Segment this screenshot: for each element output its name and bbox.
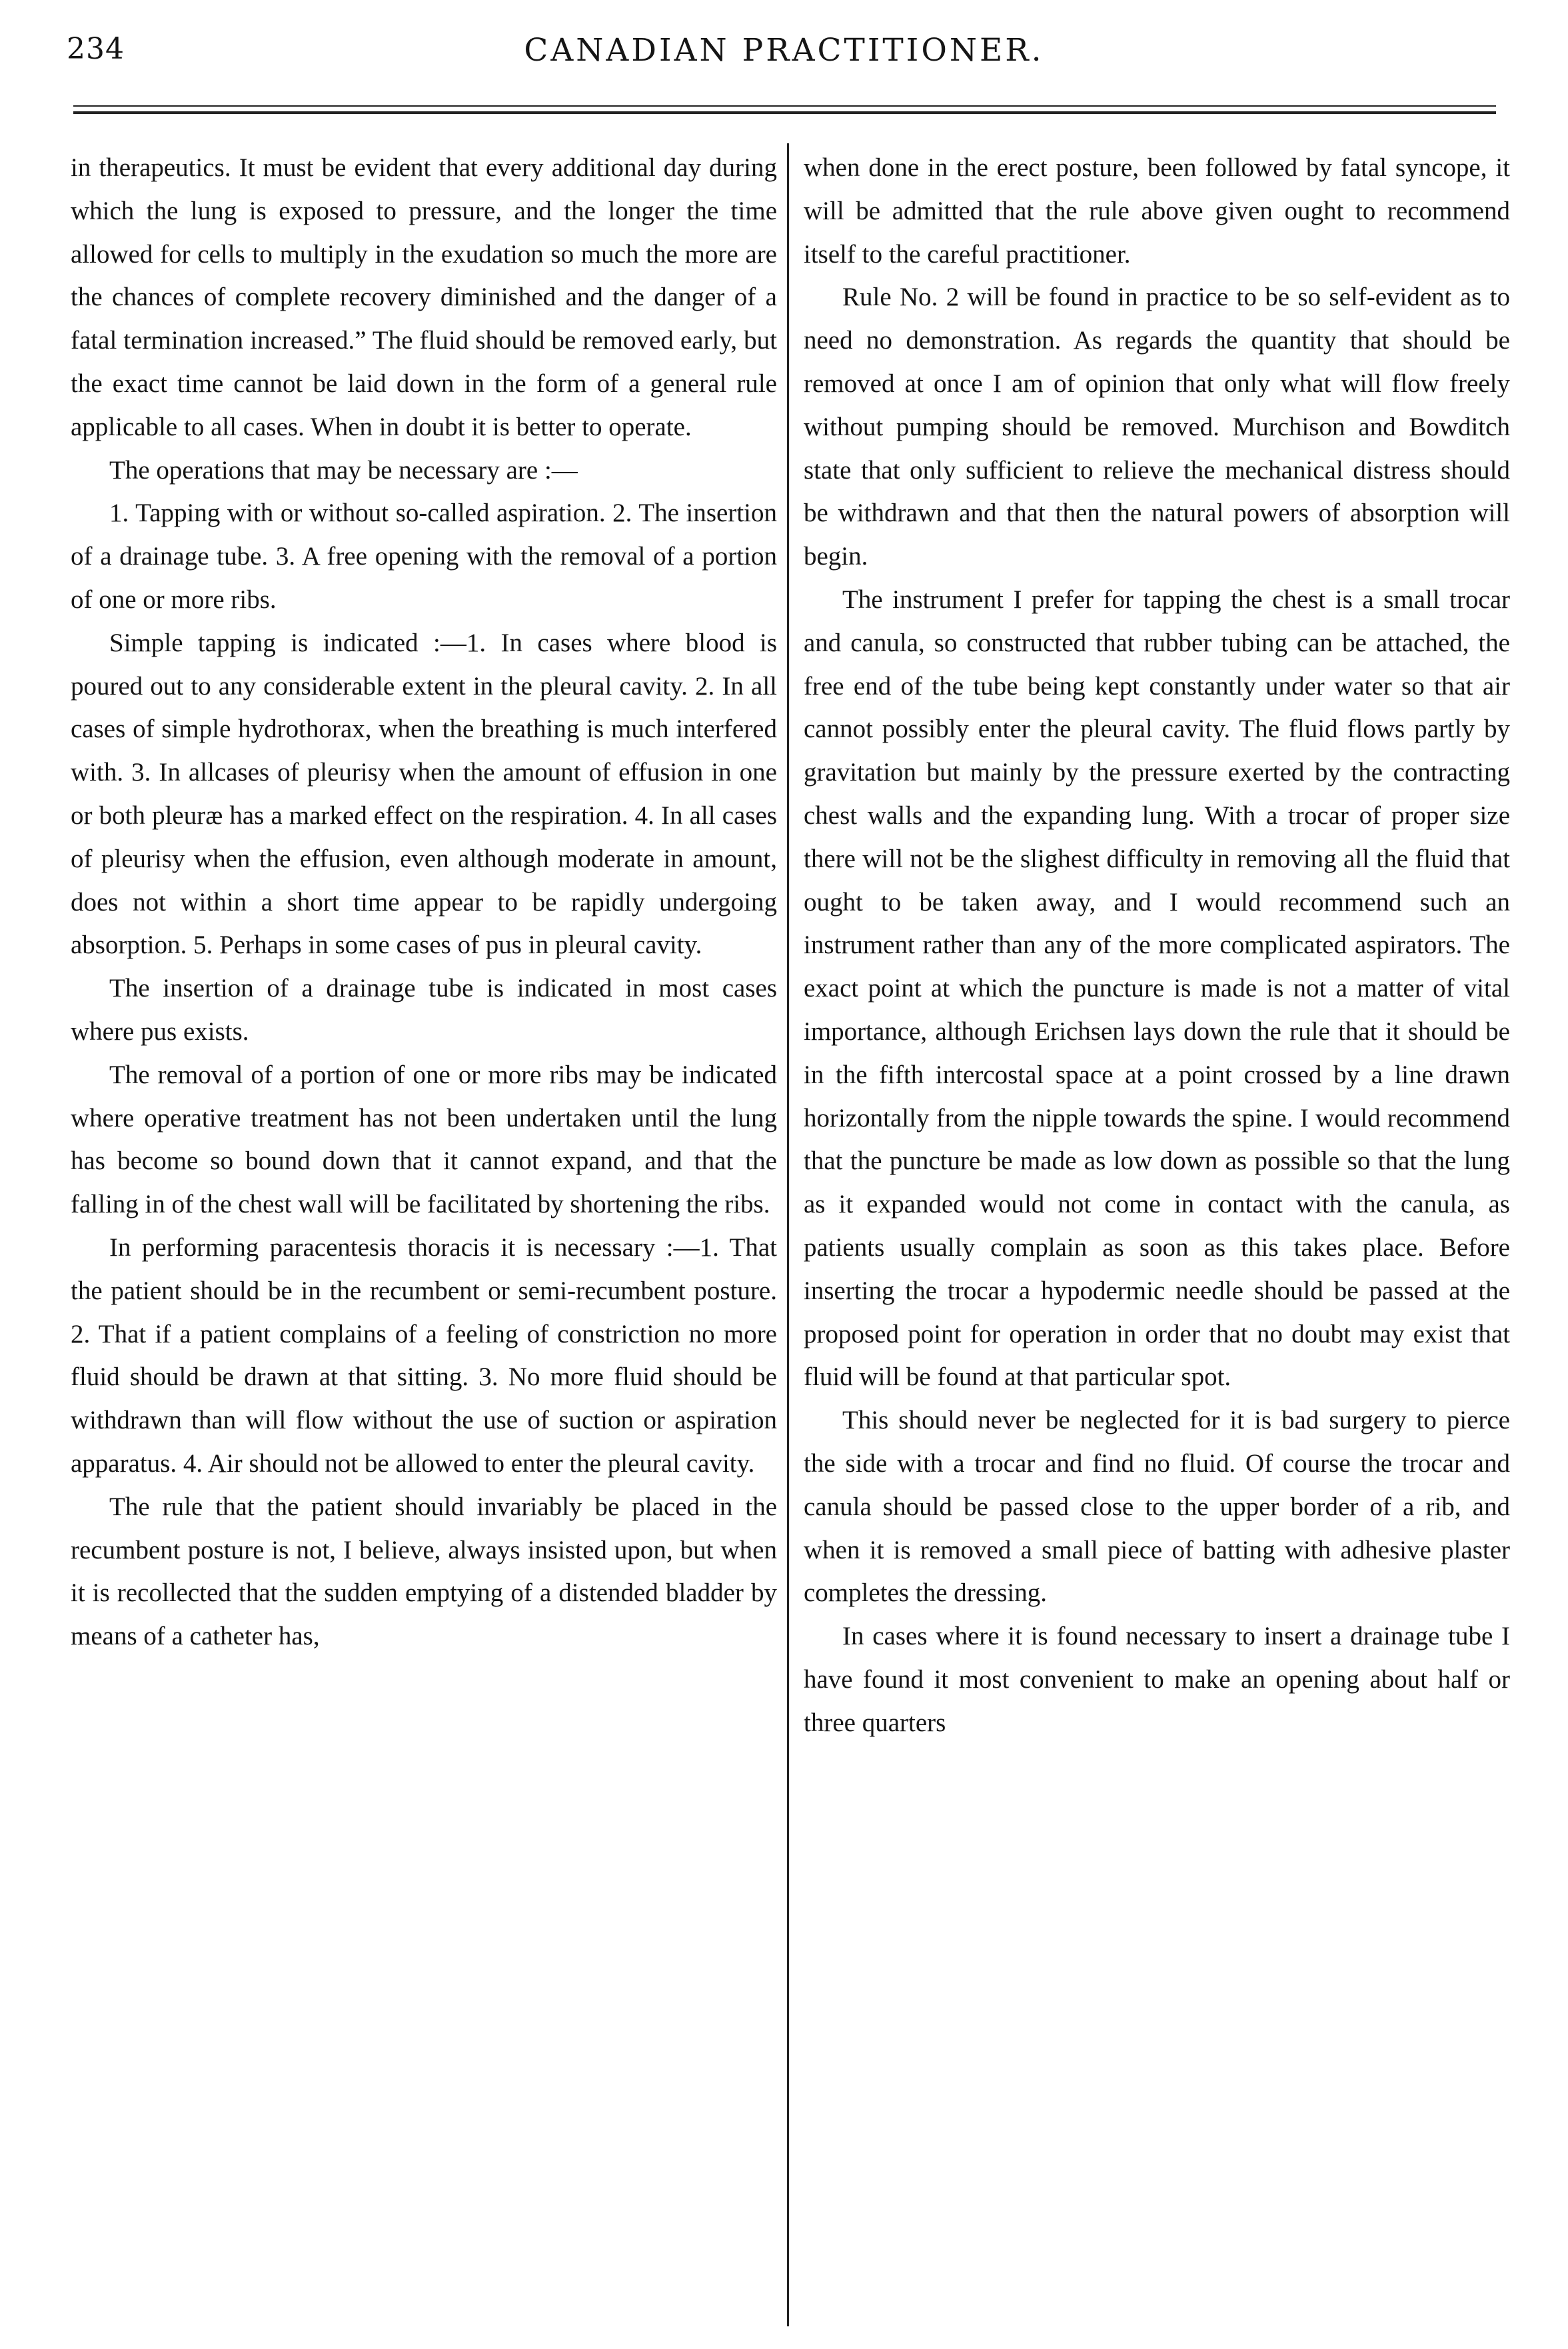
page-number: 234 [67,32,125,66]
header-rule-thick [73,111,1496,114]
paragraph: The removal of a portion of one or more ribs may be indicated where operative treatment has not been undertaken until the lung has become so bound down that it cannot expand, and that the falling in of the chest wall will be facilitated by shortening the ribs. [71,1060,777,1219]
paragraph: The insertion of a drainage tube is indicated in most cases where pus exists. [71,974,777,1046]
right-column [804,147,1510,2320]
paragraph: when done in the erect posture, been followed by fatal syncope, it will be admitted that the rule above given ought to recommend itself to the careful practitioner. [804,153,1510,269]
paragraph: in therapeutics. It must be evident that every additional day during which the lung is exposed to pressure, and the longer the time allowed for cells to multiply in the exudation so much the more are the chances of complete recovery diminished and the danger of a fatal termination increased.” The fluid should be removed early, but the exact time cannot be laid down in the form of a general rule applicable to all cases. When in doubt it is better to operate. [71,153,777,441]
paragraph: Simple tapping is indicated :—1. In cases where blood is poured out to any considerable extent in the pleural cavity. 2. In all cases of simple hydrothorax, when the breathing is much interfered with. 3. In allcases of pleurisy when the amount of effusion in one or both pleuræ has a marked effect on the respiration. 4. In all cases of pleurisy when the effusion, even although moderate in amount, does not within a short time appear to be rapidly undergoing absorption. 5. Perhaps in some cases of pus in pleural cavity. [71,628,777,960]
paragraph: The instrument I prefer for tapping the chest is a small trocar and canula, so constructed that rubber tubing can be attached, the free end of the tube being kept constantly under water so that air cannot possibly enter the pleural cavity. The fluid flows partly by gravitation but mainly by the pressure exerted by the contracting chest walls and the expanding lung. With a trocar of proper size there will not be the slighest difficulty in removing all the fluid that ought to be taken away, and I would recommend such an instrument rather than any of the more complicated aspirators. The exact point at which the puncture is made is not a matter of vital importance, although Erichsen lays down the rule that it should be in the fifth intercostal space at a point crossed by a line drawn horizontally from the nipple towards the spine. I would recommend that the puncture be made as low down as possible so that the lung as it expanded would not come in contact with the canula, as patients usually complain as soon as this takes place. Before inserting the trocar a hypodermic needle should be passed at the proposed point for operation in order that no doubt may exist that fluid will be found at that particular spot. [804,585,1510,1392]
running-title: CANADIAN PRACTITIONER. [524,32,1044,69]
paragraph: In cases where it is found necessary to insert a drainage tube I have found it most convenient to make an opening about half or three quarters [804,1622,1510,1737]
page-header [0,0,1568,117]
header-rule-thin [73,105,1496,107]
paragraph: The operations that may be necessary are :— [109,455,578,485]
paragraph: In performing paracentesis thoracis it is necessary :—1. That the patient should be in the recumbent or semi-recumbent posture. 2. That if a patient complains of a feeling of constriction no more fluid should be drawn at that sitting. 3. No more fluid should be withdrawn than will flow without the use of suction or aspiration apparatus. 4. Air should not be allowed to enter the pleural cavity. [71,1232,777,1478]
paragraph: 1. Tapping with or without so-called aspiration. 2. The insertion of a drainage tube. 3. A free opening with the removal of a portion of one or more ribs. [71,499,777,614]
left-column [71,147,777,2320]
paragraph: This should never be neglected for it is bad surgery to pierce the side with a trocar and find no fluid. Of course the trocar and canula should be passed close to the upper border of a rib, and when it is removed a small piece of batting with adhesive plaster completes the dressing. [804,1406,1510,1608]
paragraph: Rule No. 2 will be found in practice to be so self-evident as to need no demonstration. As regards the quantity that should be removed at once I am of opinion that only what will flow freely without pumping should be removed. Murchison and Bowditch state that only sufficient to relieve the mechanical distress should be withdrawn and that then the natural powers of absorption will begin. [804,283,1510,571]
column-divider [787,143,789,2326]
paragraph: The rule that the patient should invariably be placed in the recumbent posture is not, I believe, always insisted upon, but when it is recollected that the sudden emptying of a distended bladder by means of a catheter has, [71,1492,777,1651]
